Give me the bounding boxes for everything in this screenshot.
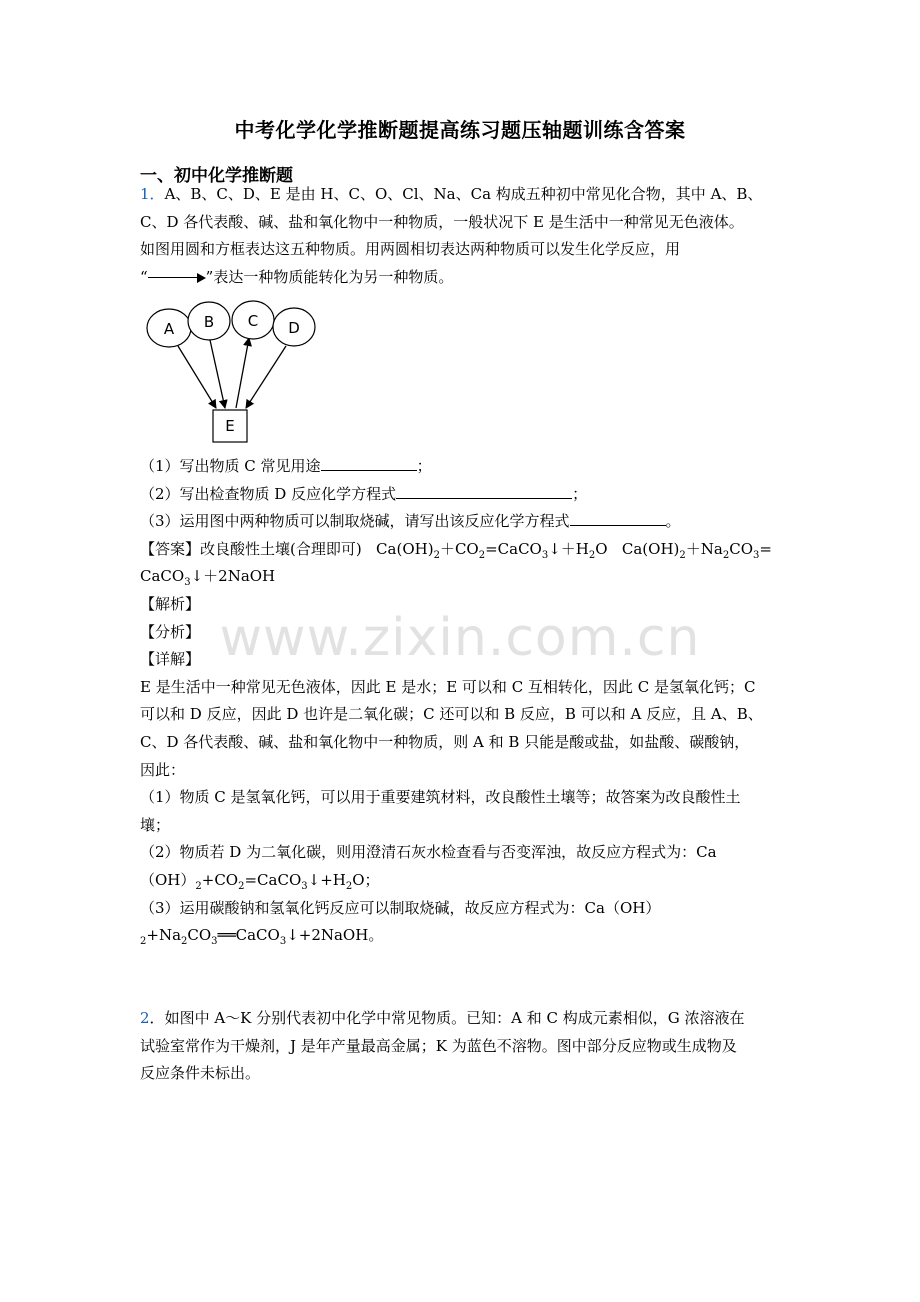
- detail-line: 可以和 D 反应，因此 D 也许是二氧化碳；C 还可以和 B 反应，B 可以和 A 反应，且 A、B、: [140, 705, 763, 724]
- analysis-label: 【解析】: [140, 594, 201, 613]
- sub-question-3: （3）运用图中两种物质可以制取烧碱，请写出该反应化学方程式 。: [140, 512, 681, 531]
- arrow-b-to-e: [210, 340, 225, 408]
- reaction-diagram: [140, 298, 330, 450]
- node-label-a: A: [163, 320, 175, 338]
- stem-line: C、D 各代表酸、碱、盐和氧化物中一种物质，一般状况下 E 是生活中一种常见无色液体。: [140, 212, 744, 231]
- question-1-parts: [140, 453, 785, 950]
- right-arrow-icon: [148, 273, 206, 283]
- stem-line: 如图用圆和方框表达这五种物质。用两圆相切表达两种物质可以发生化学反应，用: [140, 240, 681, 259]
- question-number: 1: [140, 185, 150, 203]
- explanation-1-cont: 壤；: [140, 815, 171, 834]
- watermark: www.zixin.com.cn: [219, 608, 701, 668]
- section-heading: 一、初中化学推断题: [140, 166, 293, 186]
- question-1-stem: 1．A、B、C、D、E 是由 H、C、O、Cl、Na、Ca 构成五种初中常见化合物，其中 A、B、 C、D 各代表酸、碱、盐和氧化物中一种物质，一般状况下 E 是生活中一种常见无色液体。 如图用圆和方框表达这五种物质。用两圆相切表达两种物质可以发生化学反应，用 “ ”表达一种物质能转化为另一种物质。: [140, 181, 785, 291]
- explanation-3-eq: $_2+Na_2CO_3══CaCO_3↓+2NaOH$。: [140, 926, 384, 948]
- sub-question-1: （1）写出物质 C 常见用途 ；: [140, 457, 432, 475]
- node-label-d: D: [288, 319, 300, 337]
- stem-line: 试验室常作为干燥剂，J 是年产量最高金属；K 为蓝色不溶物。图中部分反应物或生成物及: [140, 1036, 737, 1055]
- node-label-b: B: [203, 313, 215, 331]
- answer-line: 【答案】改良酸性土壤(合理即可) $Ca(OH)_2+CO_2=CaCO_3↓+H_2O$ $Ca(OH)_2+Na_2CO_3=$: [140, 539, 772, 561]
- stem-line: ”表达一种物质能转化为另一种物质。: [205, 267, 454, 286]
- answer-line-2: CaCO$_3$↓＋2NaOH: [140, 567, 276, 589]
- explanation-1: （1）物质 C 是氢氧化钙，可以用于重要建筑材料，改良酸性土壤等；故答案为改良酸性土: [140, 788, 741, 807]
- answer-label: 【答案】: [140, 539, 201, 558]
- arrow-e-to-c: [236, 338, 249, 408]
- explanation-2-eq: $(OH)_2+CO_2=CaCO_3↓+H_2O$；: [140, 870, 380, 892]
- answer-blank: [396, 483, 572, 499]
- sub-question-2: （2）写出检查物质 D 反应化学方程式 ；: [140, 484, 588, 503]
- detail-line: C、D 各代表酸、碱、盐和氧化物中一种物质，则 A 和 B 只能是酸或盐，如盐酸、碳酸钠，: [140, 732, 750, 751]
- arrow-d-to-e: [246, 346, 286, 408]
- stem-line: 反应条件未标出。: [140, 1064, 261, 1083]
- answer-blank: [321, 455, 417, 471]
- question-number: 2: [140, 1009, 150, 1027]
- stem-line: 如图中 A～K 分别代表初中化学中常见物质。已知：A 和 C 构成元素相似，G 浓溶液在: [164, 1009, 745, 1027]
- arrow-a-to-e: [178, 346, 216, 408]
- node-label-c: C: [247, 312, 259, 330]
- answer-blank: [570, 510, 666, 526]
- node-label-e: E: [225, 417, 235, 435]
- explanation-2: （2）物质若 D 为二氧化碳，则用澄清石灰水检查看与否变浑浊，故反应方程式为：Ca: [140, 843, 717, 862]
- fenxi-label: 【分析】: [140, 622, 201, 641]
- explanation-3: （3）运用碳酸钠和氢氧化钙反应可以制取烧碱，故反应方程式为：Ca（OH）: [140, 898, 661, 917]
- detail-label: 【详解】: [140, 650, 201, 669]
- detail-line: E 是生活中一种常见无色液体，因此 E 是水；E 可以和 C 互相转化，因此 C 是氢氧化钙；C: [140, 677, 756, 696]
- question-2-stem: 2．如图中 A～K 分别代表初中化学中常见物质。已知：A 和 C 构成元素相似，G 浓溶液在 试验室常作为干燥剂，J 是年产量最高金属；K 为蓝色不溶物。图中部分反应物或生成物及 反应条件未标出。: [140, 1005, 785, 1088]
- page-title: 中考化学化学推断题提高练习题压轴题训练含答案: [234, 118, 686, 142]
- detail-line: 因此：: [140, 760, 186, 779]
- stem-line: A、B、C、D、E 是由 H、C、O、Cl、Na、Ca 构成五种初中常见化合物，其中 A、B、: [164, 185, 763, 203]
